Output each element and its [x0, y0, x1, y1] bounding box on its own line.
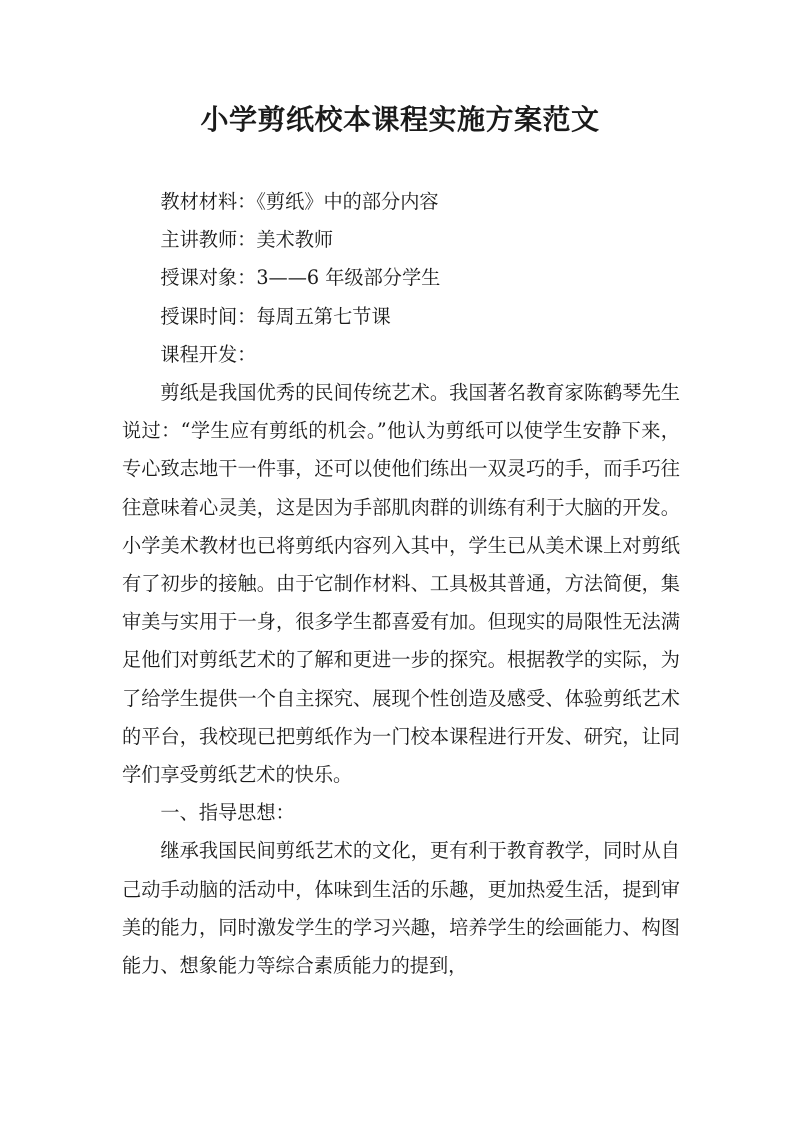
meta-development: 课程开发： [160, 342, 257, 366]
section-heading-guiding-ideology: 一、指导思想： [160, 801, 295, 825]
meta-audience: 授课对象：3——6 年级部分学生 [160, 266, 441, 290]
document-body [122, 183, 680, 985]
meta-teacher: 主讲教师：美术教师 [160, 228, 334, 252]
meta-material: 教材材料：《剪纸》中的部分内容 [160, 190, 439, 213]
meta-time: 授课时间：每周五第七节课 [160, 304, 391, 328]
paragraph-intro: 剪纸是我国优秀的民间传统艺术。我国著名教育家陈鹤琴先生说过：“学生应有剪纸的机会。”他认为剪纸可以使学生安静下来，专心致志地干一件事，还可以使他们练出一双灵巧的手，而手巧往往意味着心灵美，这是因为手部肌肉群的训练有利于大脑的开发。小学美术教材也已将剪纸内容列入其中，学生已从美术课上对剪纸有了初步的接触。由于它制作材料、工具极其普通，方法简便，集审美与实用于一身，很多学生都喜爱有加。但现实的局限性无法满足他们对剪纸艺术的了解和更进一步的探究。根据教学的实际，为了给学生提供一个自主探究、展现个性创造及感受、体验剪纸艺术的平台，我校现已把剪纸作为一门校本课程进行开发、研究，让同学们享受剪纸艺术的快乐。 [122, 381, 680, 787]
paragraph-guiding-ideology: 继承我国民间剪纸艺术的文化，更有利于教育教学，同时从自己动手动脑的活动中，体味到生活的乐趣，更加热爱生活，提到审美的能力，同时激发学生的学习兴趣，培养学生的绘画能力、构图能力、想象能力等综合素质能力的提到， [122, 839, 680, 978]
document-title: 小学剪纸校本课程实施方案范文 [200, 103, 600, 136]
